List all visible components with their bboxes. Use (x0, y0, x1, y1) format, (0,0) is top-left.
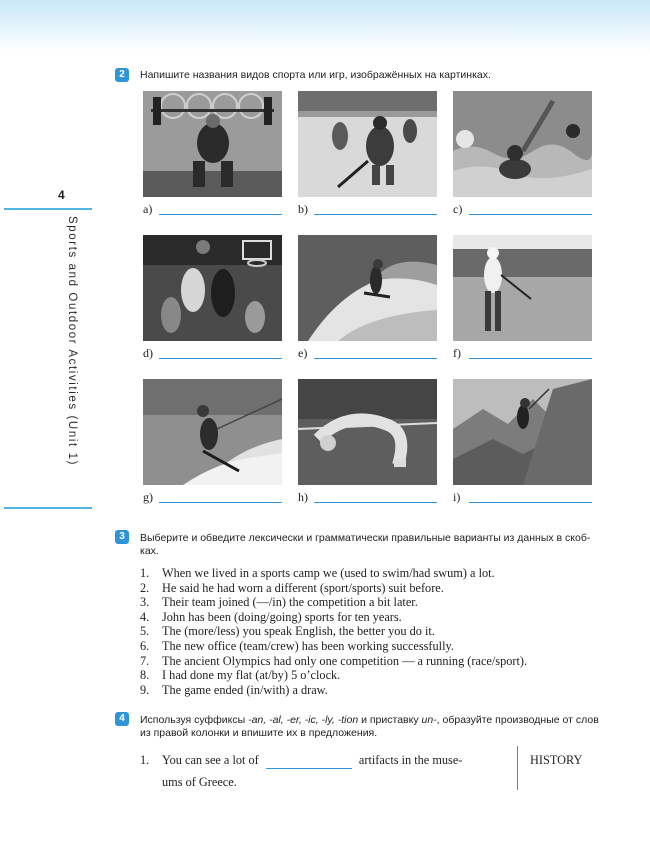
answer-h-line[interactable] (314, 502, 437, 503)
sentence-number: 9. (140, 682, 150, 697)
sentence-item[interactable] (140, 566, 527, 581)
answer-c[interactable] (453, 203, 592, 217)
answer-d[interactable] (143, 347, 282, 361)
sentence-1-blank[interactable] (266, 753, 352, 769)
answer-h-letter: h) (298, 490, 308, 504)
answer-f[interactable] (453, 347, 592, 361)
sentence-1-after: artifacts in the muse- (358, 753, 463, 767)
instruction-prefix: un- (421, 714, 437, 726)
exercise-4-badge: 4 (115, 712, 129, 726)
sentence-1-line-2: ums of Greece. (162, 775, 237, 789)
sentence-1-number: 1. (140, 753, 150, 767)
side-rule-top (4, 208, 92, 210)
sentence-item[interactable] (140, 581, 527, 596)
rock-climbing-photo (453, 379, 592, 485)
sentence-number: 8. (140, 668, 150, 683)
sentence-number: 5. (140, 624, 150, 639)
sentence-text[interactable]: I had done my flat (at/by) 5 o’clock. (162, 668, 341, 683)
sentence-number: 6. (140, 638, 150, 653)
answer-f-letter: f) (453, 346, 461, 360)
sentence-item[interactable] (140, 624, 527, 639)
sentence-item[interactable] (140, 668, 527, 683)
sentence-1-before: You can see a lot of (162, 753, 259, 767)
surfing-photo (298, 235, 437, 341)
answer-i[interactable] (453, 491, 592, 505)
exercise-2-instruction: Напишите названия видов спорта или игр, изображённых на картинках. (140, 69, 491, 81)
sentence-number: 4. (140, 609, 150, 624)
sentence-text[interactable]: The new office (team/crew) has been working successfully. (162, 638, 454, 653)
answer-g-letter: g) (143, 490, 153, 504)
sentence-item[interactable] (140, 610, 527, 625)
sentence-number: 2. (140, 580, 150, 595)
answer-a[interactable] (143, 203, 282, 217)
exercise-3-instruction: Выберите и обведите лексически и грамматически правильные варианты из данных в скоб- ках. (140, 532, 591, 557)
instruction-pre: Используя суффиксы (140, 714, 249, 726)
sentence-1-line-1 (140, 753, 462, 769)
exercise-3-sentences (140, 566, 527, 697)
exercise-3-badge: 3 (115, 530, 129, 544)
instruction-post: , образуйте производные от слов (436, 714, 599, 726)
answer-c-line[interactable] (469, 214, 592, 215)
answer-g-line[interactable] (159, 502, 282, 503)
answer-i-letter: i) (453, 490, 461, 504)
hint-word: HISTORY (530, 753, 583, 767)
answer-a-line[interactable] (159, 214, 282, 215)
sentence-item[interactable] (140, 654, 527, 669)
sentence-text[interactable]: The (more/less) you speak English, the better you do it. (162, 624, 435, 639)
basketball-photo (143, 235, 282, 341)
water-polo-photo (453, 91, 592, 197)
sentence-text[interactable]: He said he had worn a different (sport/sports) suit before. (162, 580, 444, 595)
answer-g[interactable] (143, 491, 282, 505)
sentence-text[interactable]: John has been (doing/going) sports for ten years. (162, 609, 402, 624)
answer-h[interactable] (298, 491, 437, 505)
sentence-item[interactable] (140, 639, 527, 654)
answer-e-letter: e) (298, 346, 308, 360)
side-unit-title: Sports and Outdoor Activities (Unit 1) (66, 216, 78, 466)
answer-e[interactable] (298, 347, 437, 361)
side-rule-bottom (4, 507, 92, 509)
sentence-number: 7. (140, 653, 150, 668)
top-color-band (0, 0, 650, 52)
exercise-4-instruction (140, 714, 610, 740)
sentence-number: 3. (140, 595, 150, 610)
golf-photo (453, 235, 592, 341)
sentence-text[interactable]: When we lived in a sports camp we (used to swim/had swum) a lot. (162, 566, 495, 580)
answer-d-letter: d) (143, 346, 153, 360)
sentence-text[interactable]: The game ended (in/with) a draw. (162, 682, 328, 697)
sentence-number: 1. (140, 566, 150, 580)
instruction-mid: и приставку (358, 714, 422, 726)
exercise-2-badge: 2 (115, 68, 129, 82)
answer-c-letter: c) (453, 202, 463, 216)
page-number: 4 (58, 188, 65, 202)
answer-d-line[interactable] (159, 358, 282, 359)
answer-b-line[interactable] (314, 214, 437, 215)
answer-b[interactable] (298, 203, 437, 217)
answer-e-line[interactable] (314, 358, 437, 359)
ice-hockey-photo (298, 91, 437, 197)
instruction-line2: из правой колонки и впишите их в предложения. (140, 727, 378, 739)
answer-a-letter: a) (143, 202, 153, 216)
high-jump-photo (298, 379, 437, 485)
instruction-suffixes: -an, -al, -er, -ic, -ly, -tion (248, 714, 359, 726)
answer-b-letter: b) (298, 202, 308, 216)
sentence-text[interactable]: The ancient Olympics had only one competition — a running (race/sport). (162, 653, 528, 668)
weightlifting-photo (143, 91, 282, 197)
sentence-item[interactable] (140, 595, 527, 610)
sentence-item[interactable] (140, 683, 527, 698)
sentence-text[interactable]: Their team joined (—/in) the competition a bit later. (162, 595, 418, 610)
water-skiing-photo (143, 379, 282, 485)
answer-i-line[interactable] (469, 502, 592, 503)
answer-f-line[interactable] (469, 358, 592, 359)
column-divider (517, 746, 518, 790)
